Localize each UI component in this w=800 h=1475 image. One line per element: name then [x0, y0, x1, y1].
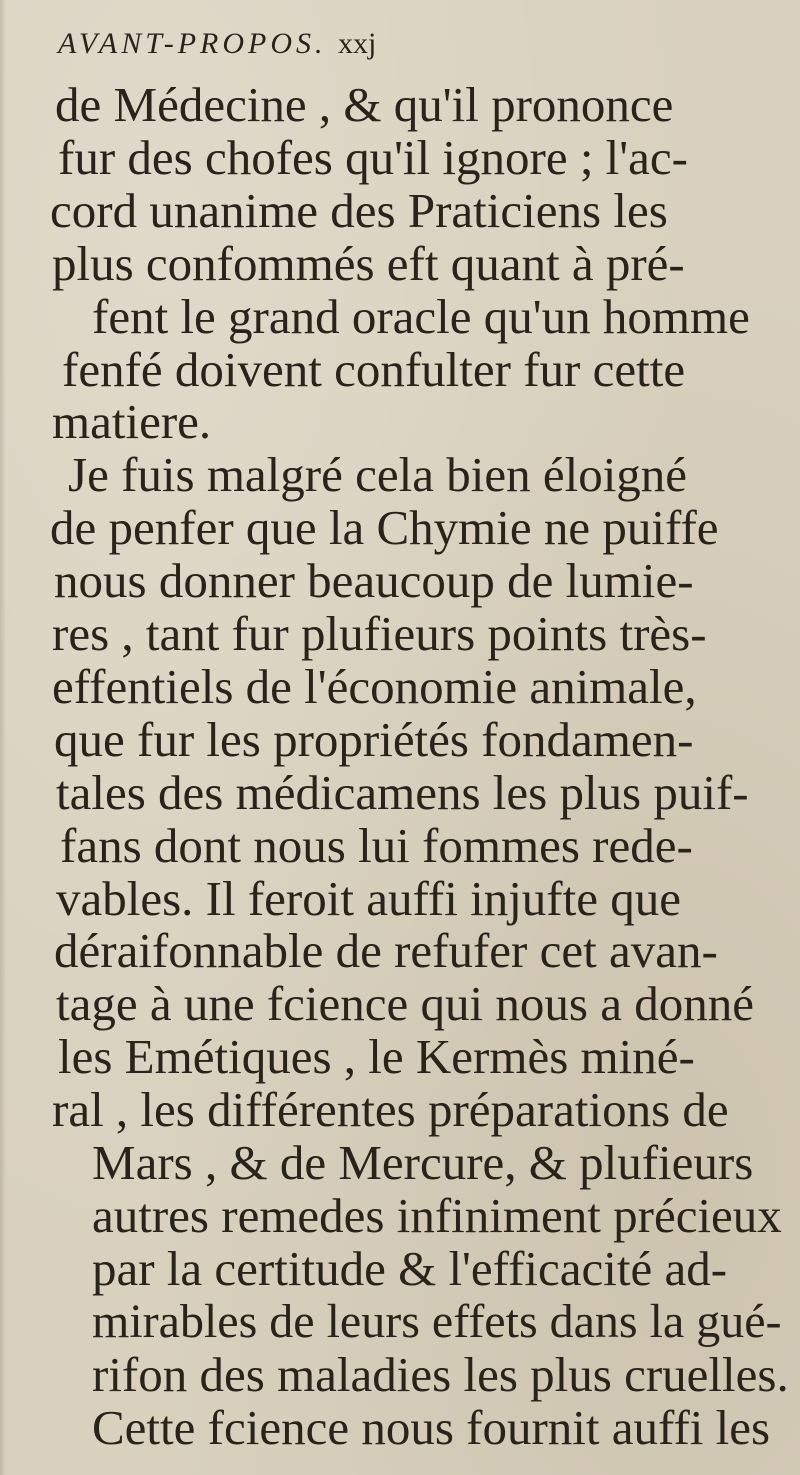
text-line: vables. Il feroit auffi injufte que [56, 870, 681, 926]
text-line: par la certitude & l'efficacité ad- [92, 1240, 728, 1296]
text-line: plus confommés eft quant à pré- [52, 235, 685, 291]
text-line: tage à une fcience qui nous a donné [56, 976, 754, 1032]
text-line: fent le grand oracle qu'un homme [92, 288, 750, 344]
text-line: cord unanime des Praticiens les [50, 182, 668, 238]
text-line: déraifonnable de refufer cet avan- [54, 923, 718, 979]
page-edge-shadow [0, 0, 6, 1475]
text-line: rifon des maladies les plus cruelles. [92, 1346, 789, 1402]
text-line: Mars , & de Mercure, & plufieurs [92, 1135, 754, 1190]
text-line: res , tant fur plufieurs points très- [52, 606, 707, 661]
text-line: matiere. [52, 394, 212, 450]
text-line: Je fuis malgré cela bien éloigné [68, 447, 688, 503]
running-title: AVANT-PROPOS. [58, 27, 327, 60]
text-line: ral , les différentes préparations de [52, 1082, 729, 1138]
text-line: nous donner beaucoup de lumie- [54, 553, 694, 609]
text-line: que fur les propriétés fondamen- [54, 711, 694, 767]
text-line: autres remedes infiniment précieux [92, 1187, 782, 1243]
text-line: fenfé doivent confulter fur cette [62, 341, 686, 397]
text-line: les Emétiques , le Kermès miné- [58, 1029, 695, 1085]
text-line: mirables de leurs effets dans la gué- [92, 1294, 782, 1348]
text-line: Cette fcience nous fournit auffi les [92, 1399, 771, 1455]
text-line: effentiels de l'économie animale, [52, 658, 697, 714]
text-line: de Médecine , & qu'il prononce [55, 77, 674, 132]
text-line: tales des médicamens les plus puif- [56, 764, 749, 820]
text-line: fur des chofes qu'il ignore ; l'ac- [58, 129, 688, 185]
running-header [58, 14, 798, 74]
page-number: xxj [338, 27, 377, 60]
text-line: fans dont nous lui fommes rede- [60, 817, 693, 873]
text-line: de penfer que la Chymie ne puiffe [50, 500, 719, 556]
